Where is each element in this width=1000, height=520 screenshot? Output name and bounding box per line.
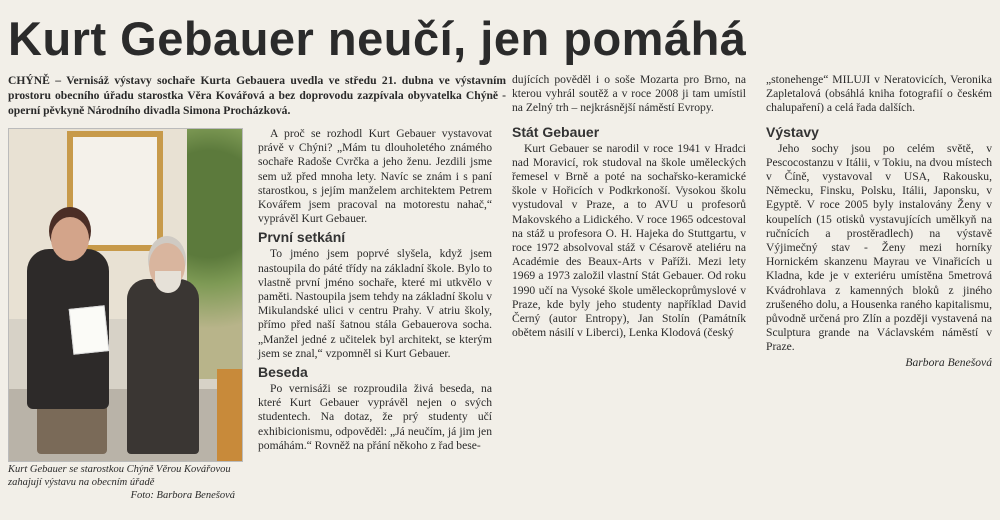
article-photo xyxy=(8,128,243,462)
heading-beseda: Beseda xyxy=(258,364,308,381)
article-column-3 xyxy=(766,73,992,370)
col3-paragraph-1: Jeho sochy jsou po celém světě, v Pescocostanzu v Itálii, v Tokiu, na dvou místech v Číně, vystavoval v USA, Rakousku, Německu, Finsku, Polsku, Itálii, Japonsku, v Egyptě. V roce 2005 byly instalovány Ženy v koupelích (15 otisků vystavujících umělkyň na ručnících a prostěradlech) na výstavě Výjimečný stav - Ženy mezi horníky Hornickém skanzenu Mayrau ve Vinařicích u Kladna, kde je v exteriéru umístěna 5metrová Kvádrohlava z kamenných bloků z jiného zrušeného dolu, a Housenka raného kapitalismu, původně určená pro Zlín a později vystavená na Sculptura grande na Václavském náměstí v Praze. xyxy=(766,141,992,354)
col2-paragraph-1: Kurt Gebauer se narodil v roce 1941 v Hradci nad Moravicí, rok studoval na škole uměleckých řemesel v Brně a poté na sochařsko-keramické škole v Hořicích v Podkrkonoší. Vysokou školu vystudoval v Praze, a to AVU u profesorů Makovského a Lidického. V roce 1965 odcestoval na stáž u profesora O. H. Hajeka do Stuttgartu, v roce 1972 absolvoval stáž v Césarově ateliéru na Académie des Beaux-Arts v Paříži. Mezi lety 1969 a 1973 založil vlastní Stát Gebauer. Od roku 1990 učí na Vysoké škole uměleckoprůmyslové v Praze, kde byly jeho studenty například David Černý (autor Entropy), Jan Stolín (Památník obětem násilí v Liberci), Lenka Klodová (český xyxy=(512,141,746,340)
col1-paragraph-1: To jméno jsem poprvé slyšela, když jsem nastoupila do páté třídy na základní škole. Bylo to vlastně první jméno sochaře, které mi utkvělo v paměti. Nastoupila jsem tehdy na základní školu v Mikulandské ulici v centru Prahy. V atriu školy, přímo před naší šatnou stála Gebauerova socha. „Manžel jedné z učitelek byl architekt, se kterým jsem se znal,“ vzpomněl si Kurt Gebauer. xyxy=(258,247,492,360)
photo-board xyxy=(217,369,242,461)
byline: Barbora Benešová xyxy=(905,355,992,369)
lead-paragraph: CHÝNĚ – Vernisáž výstavy sochaře Kurta Gebauera uvedla ve středu 21. dubna ve výstavním prostoru obecního úřadu starostka Věra Kovářová a bez doprovodu zazpívala obyvatelka Chýně - operní pěvkyně Národního divadla Simona Procházková. xyxy=(8,74,506,117)
col3-continuation: „stonehenge“ MILUJI v Neratovicích, Veronika Zapletalová (obsáhlá kniha fotografií o českém chalupaření) a celá řada dalších. xyxy=(766,73,992,115)
col1-paragraph-2: Po vernisáži se rozproudila živá beseda, na které Kurt Gebauer vyprávěl nejen o svých studentech. Na dotaz, že prý studenty učí exhibicionismu, odpověděl: „Já neučím, já jim jen pomáhám.“ Rovněž na přání někoho z řad bese- xyxy=(258,382,492,452)
photo-woman-head xyxy=(51,217,89,261)
heading-prvni-setkani: První setkání xyxy=(258,229,346,246)
heading-stat-gebauer: Stát Gebauer xyxy=(512,123,600,140)
article-column-2 xyxy=(512,73,746,340)
article-column-1 xyxy=(258,127,492,453)
photo-caption xyxy=(8,463,241,502)
col1-intro: A proč se rozhodl Kurt Gebauer vystavovat právě v Chýni? „Mám tu dlouholetého známého sochaře Radoše Cvrčka a jeho ženu. Jezdili jsme sem už před mnoha lety. Navíc se znám i s paní starostkou, s jejím manželem architektem Petrem Kovářem jsem pracoval na motorestu nahač,“ vyprávěl Kurt Gebauer. xyxy=(258,127,492,226)
heading-vystavy: Výstavy xyxy=(766,123,819,140)
photo-man xyxy=(127,279,199,454)
photo-paper xyxy=(69,305,110,355)
headline: Kurt Gebauer neučí, jen pomáhá xyxy=(8,12,747,65)
photo-caption-text: Kurt Gebauer se starostkou Chýně Věrou Kovářovou zahajují výstavu na obecním úřadě xyxy=(8,464,231,488)
col2-continuation: dujících pověděl i o soše Mozarta pro Brno, na kterou vyhrál soutěž a v roce 2008 ji tam umístil na Zelný trh – nejkrásnější náměstí Evropy. xyxy=(512,73,746,115)
photo-credit: Foto: Barbora Benešová xyxy=(130,490,235,501)
